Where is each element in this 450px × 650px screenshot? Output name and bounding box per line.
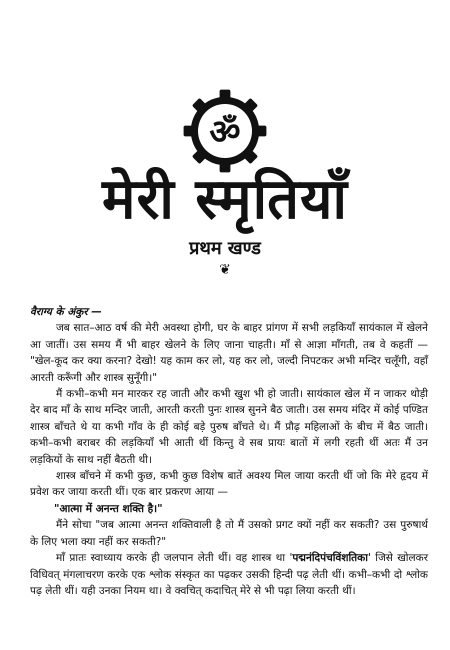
paragraph-5-after: ' जिसे खोलकर विधिवत् मंगलाचरण करके एक श्लोक संस्कृत का पढ़कर उसकी हिन्दी पढ़ लेती थीं। कभी–कभी दो श्लोक पढ़ लेती थीं। यही उनका नियम था। वे क्वचित् कदाचित् मेरे से भी पढ़ा लिया करती थीं। bbox=[30, 552, 428, 597]
quote: "आत्मा में अनन्त शक्ति है।" bbox=[54, 502, 163, 515]
paragraph-5 bbox=[30, 550, 428, 599]
paragraph-1: जब सात–आठ वर्ष की मेरी अवस्था होगी, घर के बाहर प्रांगण में सभी लड़कियाँ सायंकाल में खेलने आ जातीं। उस समय मैं भी बाहर खेलने के लिए जाना चाहती। माँ से आज्ञा माँगती, तब वे कहतीं — "खेल-कूद कर क्या करना? देखो! यह काम कर लो, यह कर लो, जल्दी निपटकर अभी मन्दिर चलूँगी, वहाँ आरती करूँगी और शास्त्र सुनूँगी।" bbox=[30, 322, 428, 384]
om-gear-emblem-icon bbox=[180, 86, 270, 176]
paragraph-5-before: माँ प्रातः स्वाध्याय करके ही जलपान लेती थीं। वह शास्त्र था ' bbox=[56, 552, 293, 565]
ornament-icon: ❦ bbox=[219, 262, 231, 278]
page-title: मेरी स्मृतियाँ bbox=[101, 167, 349, 232]
paragraph-2: मैं कभी–कभी मन मारकर रह जाती और कभी खुश भी हो जाती। सायंकाल खेल में न जाकर थोड़ी देर बाद माँ के साथ मन्दिर जाती, आरती करती पुनः शास्त्र सुनने बैठ जाती। उस समय मंदिर में कोई पण्डित शास्त्र बाँचते थे या कभी गाँव के ही कोई बड़े पुरुष बाँचते थे। मैं प्रौढ़ महिलाओं के बीच में बैठ जाती। कभी–कभी बराबर की लड़कियाँ भी आती थीं किन्तु वे सब प्रायः बातों में लगी रहती थीं अतः मैं उन लड़कियों के साथ नहीं बैठती थी। bbox=[30, 388, 428, 466]
scripture-name: पद्मनंदिपंचविंशतिका bbox=[292, 552, 368, 565]
om-symbol: ॐ bbox=[209, 112, 241, 153]
paragraph-3: शास्त्र बाँचने में कभी कुछ, कभी कुछ विशेष बातें अवश्य मिल जाया करती थीं जो कि मेरे हृदय में प्रवेश कर जाया करती थीं। एक बार प्रकरण आया — bbox=[30, 470, 428, 499]
page-subtitle: प्रथम खण्ड bbox=[189, 238, 261, 259]
body-text bbox=[30, 304, 428, 599]
paragraph-4: मैंने सोचा "जब आत्मा अनन्त शक्तिवाली है तो मैं उसको प्रगट क्यों नहीं कर सकती? उस पुरुषार्थ के लिए भला क्या नहीं कर सकती?" bbox=[30, 519, 428, 548]
section-heading: वैराग्य के अंकुर — bbox=[30, 306, 102, 318]
